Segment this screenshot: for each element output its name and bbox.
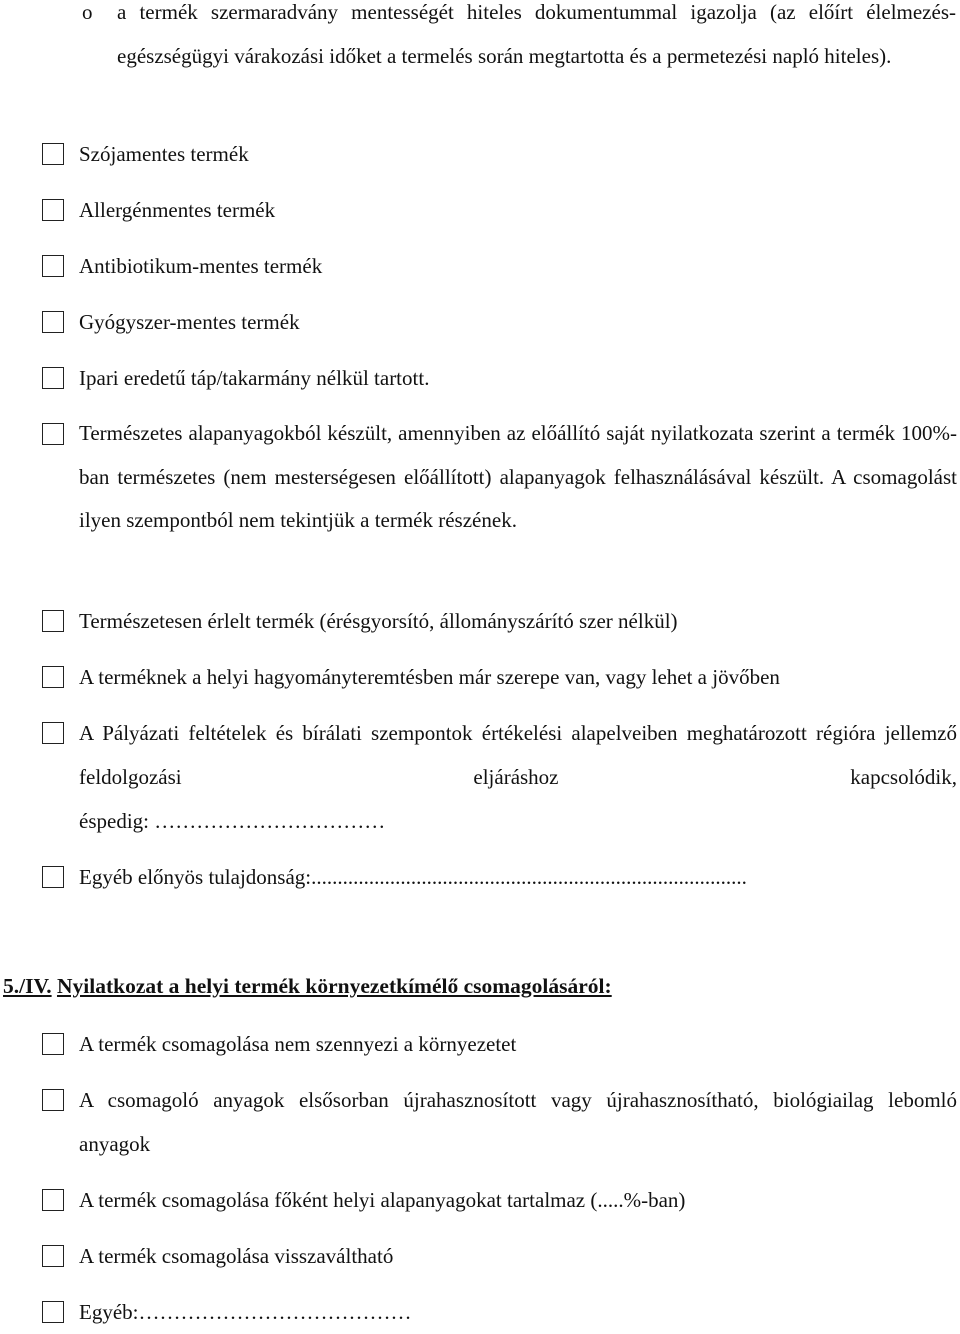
label-text: Egyéb: [79,1300,139,1324]
checkbox[interactable] [42,1189,64,1211]
checkbox-label-continued [79,799,957,843]
checkbox-label: Szójamentes termék [79,142,249,166]
checkbox-label: Gyógyszer-mentes termék [79,310,300,334]
checkbox-label [79,855,957,899]
checkbox[interactable] [42,666,64,688]
checkbox-label: Antibiotikum-mentes termék [79,254,323,278]
checkbox-label: A csomagoló anyagok elsősorban újrahasznosított vagy újrahasznosítható, biológiailag lebomló anyagok [79,1088,957,1156]
checkbox[interactable] [42,311,64,333]
checkbox-label: A Pályázati feltételek és bírálati szempontok értékelési alapelveiben meghatározott régióra jellemző feldolgozási eljáráshoz kapcsolódik, [79,721,957,789]
bullet-marker: o [82,0,93,24]
fill-line: …………………………… [154,809,386,833]
checkbox[interactable] [42,722,64,744]
checkbox-label: A termék csomagolása visszaváltható [79,1244,394,1268]
checkbox-label: Természetesen érlelt termék (érésgyorsító, állományszárító szer nélkül) [79,609,678,633]
checkbox[interactable] [42,1245,64,1267]
checkbox[interactable] [42,143,64,165]
checkbox[interactable] [42,423,64,445]
checkbox[interactable] [42,1033,64,1055]
checkbox-label: A termék csomagolása nem szennyezi a környezetet [79,1032,517,1056]
checkbox[interactable] [42,255,64,277]
checkbox[interactable] [42,1089,64,1111]
checkbox[interactable] [42,1301,64,1323]
label-text: éspedig: [79,809,149,833]
section-title: Nyilatkozat a helyi termék környezetkímélő csomagolásáról: [56,974,612,998]
checkbox-label [79,1290,957,1334]
checkbox-label: Allergénmentes termék [79,198,276,222]
fill-line: ................................................................................... [311,865,747,889]
checkbox[interactable] [42,610,64,632]
section-heading [3,974,612,999]
section-number: 5./IV. [3,974,52,998]
fill-line: ………………………………… [138,1300,412,1324]
checkbox-label: Természetes alapanyagokból készült, amennyiben az előállító saját nyilatkozata szerint a termék 100%-ban természetes (nem mesterségesen előállított) alapanyagok felhasználásával készült. A csomagolást ilyen szempontból nem tekintjük a termék részének. [79,421,957,532]
checkbox[interactable] [42,367,64,389]
checkbox[interactable] [42,866,64,888]
checkbox-label: Ipari eredetű táp/takarmány nélkül tartott. [79,366,430,390]
checkbox[interactable] [42,199,64,221]
label-text: Egyéb előnyös tulajdonság: [79,865,312,889]
checkbox-label: A termék csomagolása főként helyi alapanyagokat tartalmaz (.....%-ban) [79,1188,686,1212]
checkbox-label: A terméknek a helyi hagyományteremtésben már szerepe van, vagy lehet a jövőben [79,665,780,689]
intro-bullet-text: a termék szermaradvány mentességét hiteles dokumentummal igazolja (az előírt élelmezés-egészségügyi várakozási időket a termelés során megtartotta és a permetezési napló hiteles). [117,0,956,68]
